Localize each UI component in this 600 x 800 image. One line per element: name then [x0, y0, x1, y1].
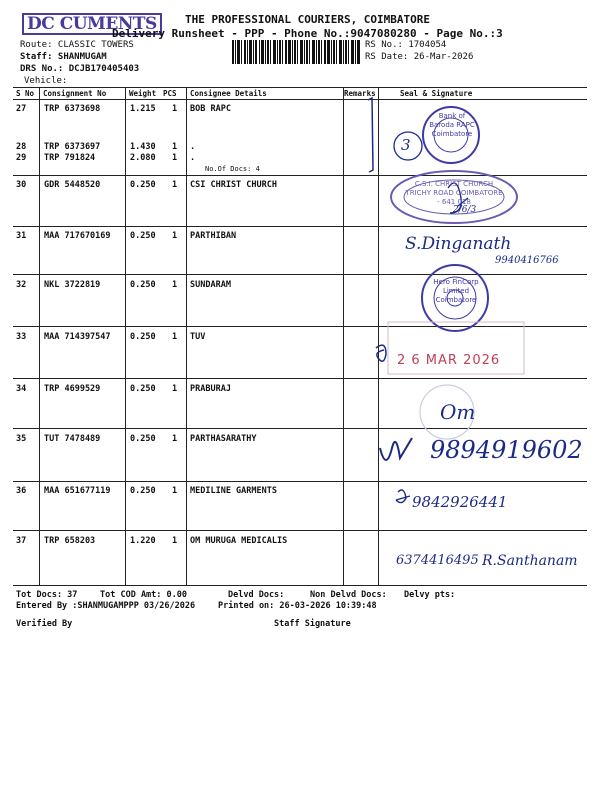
row-consignee: PARTHIBAN — [190, 231, 237, 241]
delivered-docs: Delvd Docs: — [228, 590, 285, 600]
row-consignee: OM MURUGA MEDICALIS — [190, 536, 288, 546]
row-weight: 1.220 — [130, 536, 156, 546]
no-of-docs: No.Of Docs: 4 — [205, 165, 260, 173]
row-sno: 36 — [16, 486, 27, 496]
drs-no-label: DRS No.: DCJB170405403 — [20, 64, 140, 74]
row-sno: 35 — [16, 434, 27, 444]
circled-three: 3 — [401, 136, 411, 154]
row-weight: 0.250 — [130, 486, 156, 496]
tot-docs: Tot Docs: 37 — [16, 590, 78, 600]
row-consignment: TRP 791824 — [44, 153, 96, 163]
row-consignment: TUT 7478489 — [44, 434, 101, 444]
church-signature: 2/6/3 — [453, 205, 477, 215]
row-consignee: SUNDARAM — [190, 280, 231, 290]
row-consignee: PRABURAJ — [190, 384, 231, 394]
row-consignment: GDR 5448520 — [44, 180, 101, 190]
row-consignment: MAA 651677119 — [44, 486, 111, 496]
row-sno: 28 — [16, 142, 27, 152]
col-consignee: Consignee Details — [190, 89, 267, 98]
row-weight: 0.250 — [130, 180, 156, 190]
row-consignment: TRP 658203 — [44, 536, 96, 546]
col-weight: Weight — [129, 89, 157, 98]
row-sno: 31 — [16, 231, 27, 241]
row-pcs: 1 — [172, 536, 178, 546]
signature-37: R.Santhanam — [482, 553, 578, 569]
row-sno: 37 — [16, 536, 27, 546]
row-pcs: 1 — [172, 142, 178, 152]
row-consignee: BOB RAPC — [190, 104, 231, 114]
non-delivered-docs: Non Delvd Docs: — [310, 590, 387, 600]
delivery-points: Delvy pts: — [404, 590, 456, 600]
row-weight: 2.080 — [130, 153, 156, 163]
row-pcs: 1 — [172, 104, 178, 114]
row-consignment: TRP 4699529 — [44, 384, 101, 394]
row-pcs: 1 — [172, 486, 178, 496]
row-sno: 32 — [16, 280, 27, 290]
row-pcs: 1 — [172, 180, 178, 190]
row-consignee: . — [190, 142, 196, 152]
col-consignment: Consignment No — [43, 89, 107, 98]
row-weight: 1.430 — [130, 142, 156, 152]
row-consignee: PARTHASARATHY — [190, 434, 257, 444]
phone-35: 9894919602 — [430, 436, 583, 464]
row-consignment: TRP 6373697 — [44, 142, 101, 152]
row-sno: 34 — [16, 384, 27, 394]
phone-37: 6374416495 — [396, 553, 479, 568]
row-pcs: 1 — [172, 280, 178, 290]
row-pcs: 1 — [172, 332, 178, 342]
printed-on: Printed on: 26-03-2026 10:39:48 — [218, 601, 377, 611]
col-seal: Seal & Signature — [400, 89, 473, 98]
row-consignment: NKL 3722819 — [44, 280, 101, 290]
staff-signature: Staff Signature — [274, 619, 351, 629]
row-pcs: 1 — [172, 153, 178, 163]
col-pcs: PCS — [163, 89, 177, 98]
row-weight: 0.250 — [130, 332, 156, 342]
row-sno: 27 — [16, 104, 27, 114]
row-consignee: CSI CHRIST CHURCH — [190, 180, 277, 190]
phone-31: 9940416766 — [495, 255, 559, 266]
row-consignment: TRP 6373698 — [44, 104, 101, 114]
row-weight: 0.250 — [130, 384, 156, 394]
col-remarks: Remarks — [344, 89, 376, 98]
tot-cod: Tot COD Amt: 0.00 — [100, 590, 187, 600]
vehicle-label: Vehicle: — [24, 76, 68, 86]
row-weight: 0.250 — [130, 434, 156, 444]
bank-stamp: Bank of Baroda RAPC Coimbatore — [429, 112, 475, 138]
row-consignment: MAA 717670169 — [44, 231, 111, 241]
signature-34: Om — [440, 400, 476, 424]
signature-31: S.Dinganath — [405, 234, 512, 254]
row-pcs: 1 — [172, 231, 178, 241]
row-weight: 1.215 — [130, 104, 156, 114]
row-pcs: 1 — [172, 434, 178, 444]
row-consignment: MAA 714397547 — [44, 332, 111, 342]
row-consignee: . — [190, 153, 196, 163]
col-sno: S No — [16, 89, 35, 98]
route-label: Route: CLASSIC TOWERS — [20, 40, 134, 50]
phone-36: 9842926441 — [412, 493, 508, 511]
row-weight: 0.250 — [130, 280, 156, 290]
row-sno: 29 — [16, 153, 27, 163]
verified-by: Verified By — [16, 619, 73, 629]
entered-by: Entered By :SHANMUGAMPPP 03/26/2026 — [16, 601, 196, 611]
runsheet-subtitle: Delivery Runsheet - PPP - Phone No.:9047080280 - Page No.:3 — [112, 27, 503, 40]
row-consignee: TUV — [190, 332, 206, 342]
church-stamp: C.S.I. CHRIST CHURCH TRICHY ROAD COIMBATORE - 641 018 — [405, 180, 503, 206]
row-sno: 30 — [16, 180, 27, 190]
date-stamp: 2 6 MAR 2026 — [397, 353, 501, 368]
rs-no-label: RS No.: 1704054 — [365, 40, 447, 50]
row-weight: 0.250 — [130, 231, 156, 241]
hero-stamp: Hero FinCorp Limited Coimbatore — [433, 278, 479, 304]
documents-stamp: DC CUMENTS — [22, 13, 162, 35]
staff-label: Staff: SHANMUGAM — [20, 52, 107, 62]
row-consignee: MEDILINE GARMENTS — [190, 486, 277, 496]
row-pcs: 1 — [172, 384, 178, 394]
row-sno: 33 — [16, 332, 27, 342]
rs-date-label: RS Date: 26-Mar-2026 — [365, 52, 474, 62]
company-title: THE PROFESSIONAL COURIERS, COIMBATORE — [185, 13, 431, 26]
